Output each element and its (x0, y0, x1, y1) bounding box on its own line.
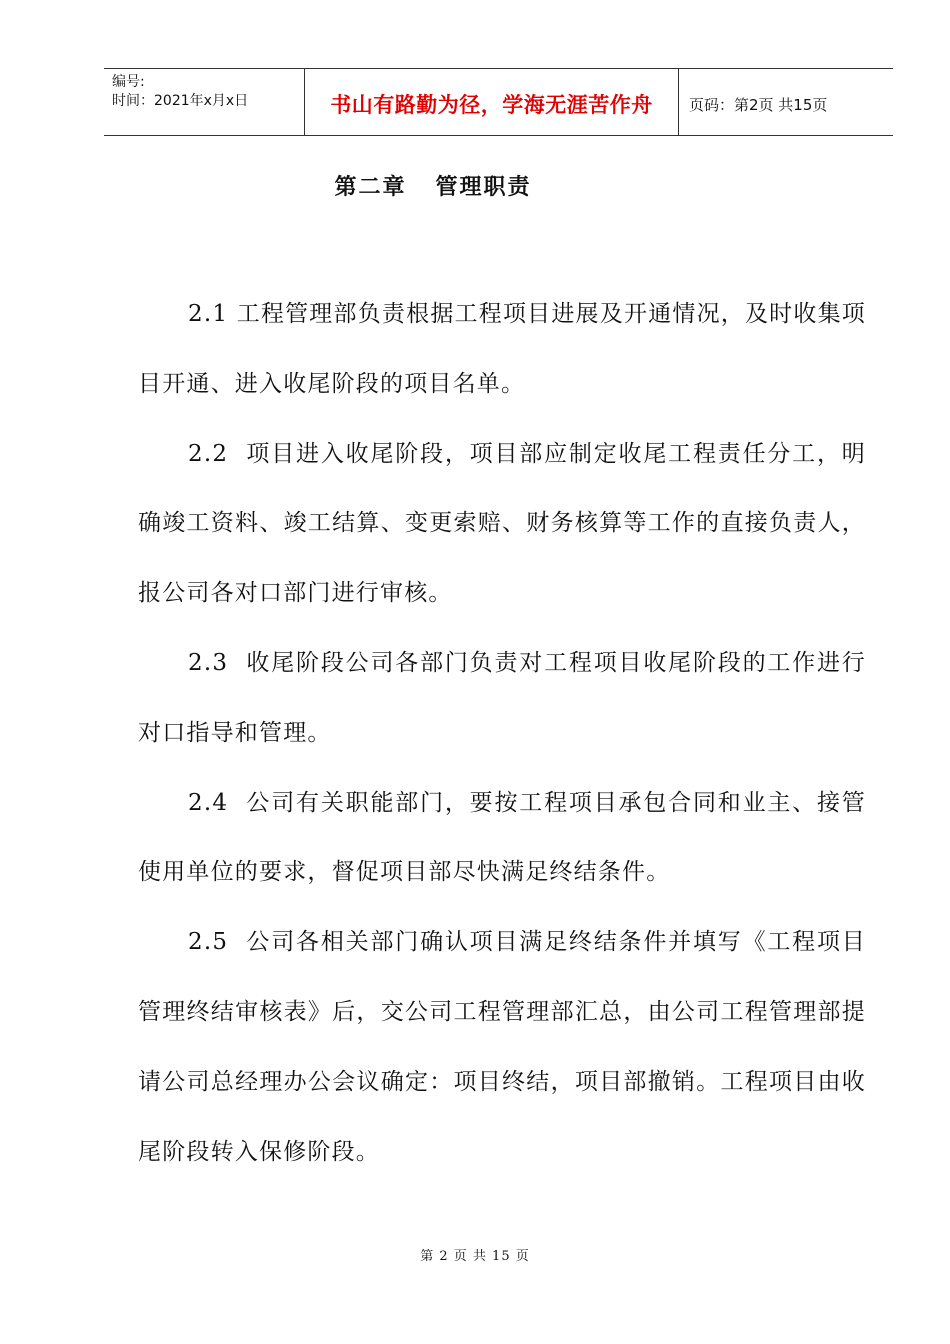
document-date: 时间：2021年x月x日 (112, 93, 249, 109)
paragraph-2-1: 2.1 工程管理部负责根据工程项目进展及开通情况，及时收集项目开通、进入收尾阶段的项目名单。 (138, 301, 866, 397)
header-motto: 书山有路勤为径，学海无涯苦作舟 (330, 93, 653, 117)
document-header (104, 68, 893, 136)
document-number-label: 编号: (112, 74, 145, 90)
paragraph-2-4: 2.4 公司有关职能部门，要按工程项目承包合同和业主、接管使用单位的要求，督促项目部尽快满足终结条件。 (138, 789, 866, 886)
header-meta (104, 69, 305, 135)
paragraph-2-5: 2.5 公司各相关部门确认项目满足终结条件并填写《工程项目管理终结审核表》后，交公司工程管理部汇总，由公司工程管理部提请公司总经理办公会议确定：项目终结，项目部撤销。工程项目由收尾阶段转入保修阶段。 (138, 929, 866, 1165)
chapter-title: 第二章 管理职责 (334, 175, 532, 200)
header-page-cell (679, 69, 893, 135)
page-footer: 第 2 页 共 15 页 (420, 1249, 530, 1264)
header-page-info: 页码：第2页 共15页 (689, 95, 828, 114)
paragraph-2-2: 2.2 项目进入收尾阶段，项目部应制定收尾工程责任分工，明确竣工资料、竣工结算、变更索赔、财务核算等工作的直接负责人，报公司各对口部门进行审核。 (138, 440, 866, 607)
paragraph-2-3: 2.3 收尾阶段公司各部门负责对工程项目收尾阶段的工作进行对口指导和管理。 (138, 649, 866, 746)
header-motto-cell (305, 69, 679, 135)
document-body (138, 280, 866, 1187)
